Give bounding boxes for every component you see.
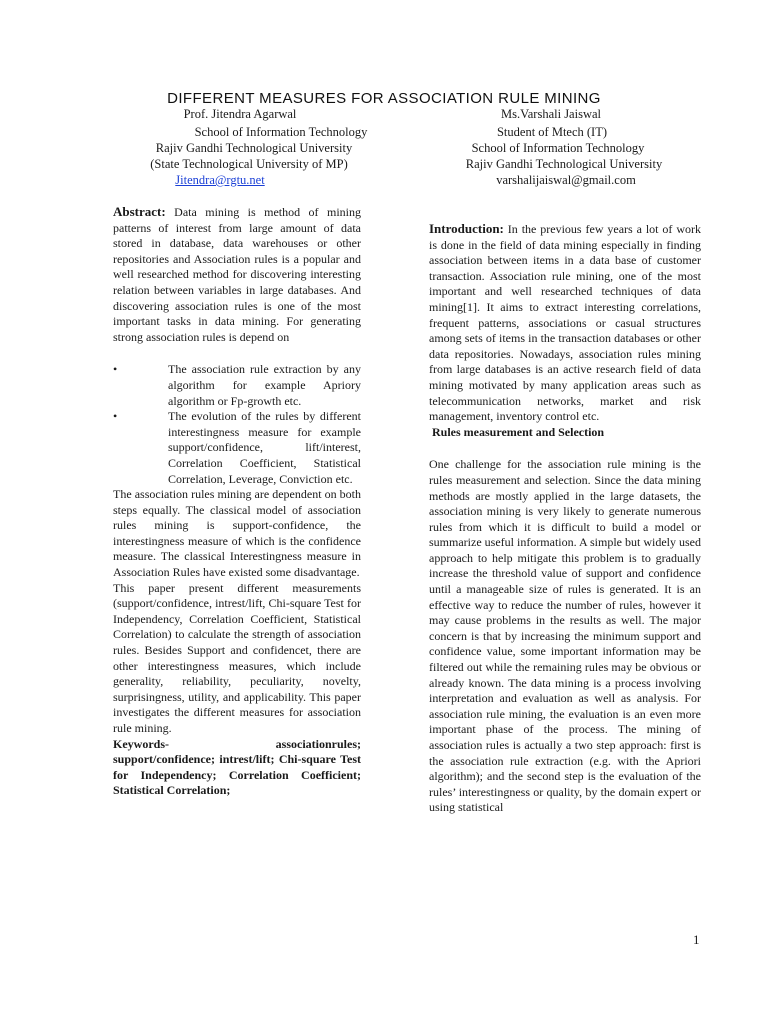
bullet-icon: • [113, 409, 118, 424]
abstract-label: Abstract: [113, 204, 166, 219]
keywords-label: Keywords- [113, 736, 169, 751]
bullet-icon: • [113, 362, 118, 377]
author-left-affiliation-2: Rajiv Gandhi Technological University [155, 141, 353, 155]
abstract-bullet-2-text: The evolution of the rules by different interestingness measure for example support/confidence, lift/interest, Correlation Coefficient, Statistical Correlation, Leverage, Conviction etc. [168, 409, 361, 486]
abstract-bullet-2 [113, 409, 361, 487]
abstract-paragraph-3: This paper present different measurements (support/confidence, intrest/lift, Chi-square Test for Independency, Correlation Coefficient, Statistical Correlation) to calculate the strength of association rules. Besides Support and confidencet, there are other interestingness measures, which include generality, reliability, peculiarity, novelty, surprisingness, utility, and applicability. This paper investigates the different measures for association rule mining. [113, 580, 361, 735]
author-left-email-link[interactable]: Jitendra@rgtu.net [175, 173, 265, 187]
abstract-paragraph-2: The association rules mining are dependent on both steps equally. The classical model of association rules mining is support-confidence, the interestingness measure of which is the confidence measure. The classical Interestingness measure in Association Rules have existed some disadvantage. [113, 487, 361, 580]
right-column [429, 221, 701, 816]
paper-title: DIFFERENT MEASURES FOR ASSOCIATION RULE MINING [167, 90, 601, 107]
abstract-paragraph [113, 204, 361, 345]
introduction-label: Introduction: [429, 221, 504, 236]
keywords-text: associationrules; support/confidence; intrest/lift; Chi-square Test for Independency; Correlation Coefficient; Statistical Correlation; [113, 736, 361, 798]
author-right-name: Ms.Varshali Jaiswal [501, 107, 601, 121]
author-right-affiliation-1: Student of Mtech (IT) [496, 125, 608, 139]
rules-section-paragraph: One challenge for the association rule mining is the rules measurement and selection. Since the data mining methods are mostly applied in the large datasets, the association mining is very likely to generate numerous rules from which it is difficult to build a model or summarize useful information. A simple but widely used approach to help mitigate this problem is to gradually increase the threshold value of support and confidence until a manageable size of rules is generated. It is an effective way to reduce the number of rules, however it may cause problems in the results as well. The major concern is that by increasing the minimum support and confidence value, some important information may be filtered out while the remaining rules may be obvious or already known. The data mining is a process involving interpretation and evaluation as well as analysis. For association rule mining, the evaluation is an even more important phase of the process. The mining of association rules is actually a two step approach: first is the association rule extraction (e.g. with the Apriori algorithm); and the second step is the evaluation of the rules’ interestingness or quality, by the domain expert or using statistical [429, 457, 701, 815]
author-right-affiliation-3: Rajiv Gandhi Technological University [465, 157, 663, 171]
author-left-affiliation-3: (State Technological University of MP) [150, 157, 348, 171]
abstract-bullet-1-text: The association rule extraction by any algorithm for example Apriory algorithm or Fp-growth etc. [168, 362, 361, 408]
author-right-affiliation-2: School of Information Technology [471, 141, 645, 155]
keywords-paragraph [113, 737, 361, 799]
author-right-email: varshalijaiswal@gmail.com [496, 173, 636, 187]
author-left-name: Prof. Jitendra Agarwal [183, 107, 297, 121]
introduction-text: In the previous few years a lot of work is done in the field of data mining especially in finding association between items in a data base of customer transaction. Association rule mining, one of the most important and well researched techniques of data mining[1]. It aims to extract interesting correlations, frequent patterns, associations or casual structures among sets of items in the transaction databases or other data repositories. Nowadays, association rules mining from large databases is an active research field of data mining motivated by many application areas such as telecommunication networks, market and risk management, inventory control etc. [429, 222, 701, 424]
section-heading-rules-measurement: Rules measurement and Selection [432, 424, 605, 439]
abstract-text: Data mining is method of mining patterns of interest from large amount of data stored in database, data warehouses or other repositories and Association rules is a popular and well researched method for discovering interesting relation between variables in large databases. And discovering association rules is one of the most important tasks in data mining. For generating strong association rules is depend on [113, 205, 361, 344]
page-number: 1 [693, 932, 700, 947]
abstract-bullet-1 [113, 362, 361, 409]
introduction-paragraph [429, 221, 701, 425]
left-column [113, 204, 361, 816]
author-left-affiliation-1: School of Information Technology [194, 125, 368, 139]
